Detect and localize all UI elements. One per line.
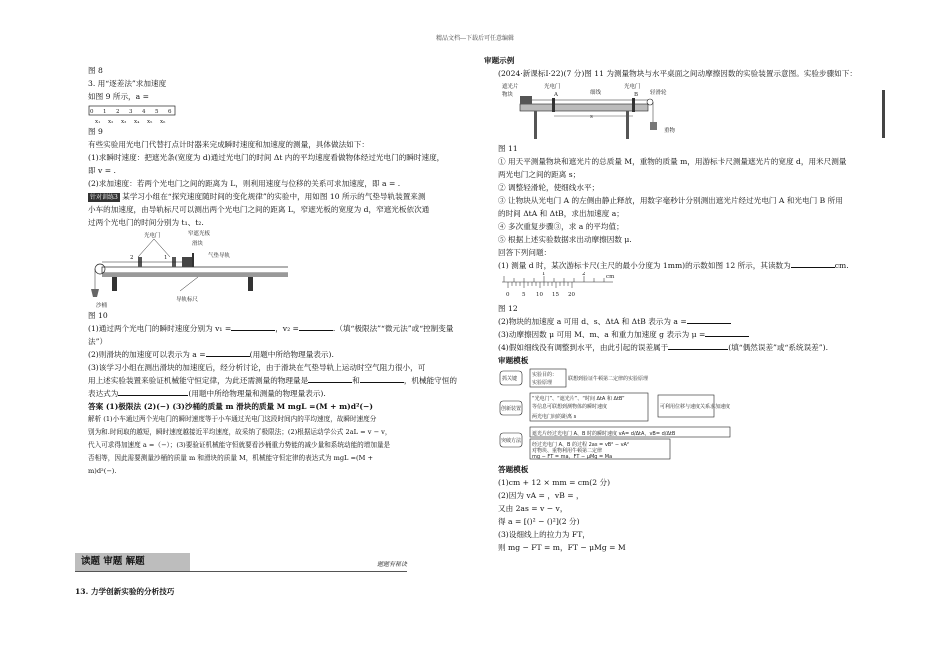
- analysis-line-3: 代入可求得加速度 a =（−）；(3)要验证机械能守恒就要看沙桶重力势能的减少量和系统动能的增加量是: [88, 441, 391, 449]
- section-13-heading: 13. 力学创新实验的分析技巧: [75, 587, 175, 596]
- fig10-label-1: 1: [164, 255, 168, 261]
- fig11-label-shade: 遮光片: [502, 84, 519, 90]
- fig10-label-shade: 窄遮光板: [188, 231, 211, 237]
- tape-num-0: 0: [90, 109, 94, 115]
- step-3-cont: 的时间 ΔtA 和 ΔtB，求出加速度 a；: [498, 209, 624, 218]
- q1-text-c: .（填“极限法”“微元法”或“控制变量: [332, 324, 454, 333]
- training-3-text: 某学习小组在“探究速度随时间的变化规律”的实验中，用如图 10 所示的气垫导轨装置来测: [122, 192, 426, 201]
- photogate-step-1: (1)求瞬时速度：把遮光条(宽度为 d)通过光电门的时间 Δt 内的平均速度看做物体经过光电门的瞬时速度，: [88, 153, 445, 162]
- ruler-top-cm: cm: [606, 274, 615, 280]
- analysis-line-5: m)d²(−).: [88, 467, 117, 475]
- figure-11-caption: 图 11: [498, 144, 518, 153]
- question-r3: [498, 328, 888, 341]
- question-r1: [498, 259, 888, 272]
- question-1-cont: 法”）: [88, 337, 108, 346]
- answer-template-title: 答题模板: [498, 465, 529, 474]
- question-3-line-3: [88, 387, 466, 400]
- tpl-t3b: 等信息可联想到测物体的瞬时速度: [532, 404, 608, 410]
- training-3-line-2: 小车的加速度，由导轨标尺可以测出两个光电门之间的距离 L，窄遮光板的宽度为 d，窄遮光板依次通: [88, 205, 430, 214]
- page-header: 精品文档---下载后可任意编辑: [435, 35, 515, 42]
- tpl-t7: 对物块、重物利用牛顿第二定律: [532, 448, 603, 454]
- training-3-line-3: 过两个光电门的时间分别为 t₁、t₂.: [88, 218, 204, 227]
- ruler-num-10: 10: [536, 292, 543, 298]
- r4-text: (4)假如细线没有调整到水平，由此引起的误差属于: [498, 343, 669, 352]
- figure-10-caption: 图 10: [88, 311, 108, 320]
- fig10-label-ruler: 导轨标尺: [176, 297, 199, 303]
- r1-text: (1) 测量 d 时，某次游标卡尺(主尺的最小分度为 1mm)的示数如图 12 所示，其读数为: [498, 261, 791, 270]
- figure-9-tape: [88, 103, 178, 125]
- ruler-num-0: 0: [506, 292, 510, 298]
- r1-unit: cm.: [834, 261, 849, 270]
- left-column: [88, 60, 466, 478]
- answer-blank-q3-1[interactable]: [308, 374, 352, 383]
- question-3: (3)该学习小组在测出滑块的加速度后，经分析讨论，由于滑块在气垫导轨上运动时空气阻力很小，可: [88, 363, 426, 372]
- tape-num-4: 4: [142, 109, 146, 115]
- analysis-template-diagram: [498, 367, 758, 463]
- tape-x5: x₅: [147, 119, 153, 125]
- analysis-line-2: 别为和.时间取的越短，瞬时速度越接近平均速度，故采纳了极限法；(2)根据运动学公式 2aL = v − v，: [88, 428, 392, 436]
- answer-step-3: 又由 2as = v − v，: [498, 504, 568, 513]
- tape-num-1: 1: [103, 109, 107, 115]
- figure-9-caption: 图 9: [88, 127, 103, 136]
- example-intro: (2024·新课标Ⅰ·22)(7 分)图 11 为测量物块与水平桌面之间动摩擦因数的实验装置示意图。实验步骤如下：: [498, 69, 857, 78]
- answer-step-6: 则 mg − FT = m，FT − μMg = M: [498, 543, 626, 552]
- answer-blank-q3-3[interactable]: [118, 387, 188, 396]
- fig11-label-b: B: [634, 92, 639, 98]
- fig11-label-string: 细线: [590, 90, 602, 96]
- fig11-label-block: 物块: [502, 92, 514, 98]
- q1-text-a: (1)通过两个光电门的瞬时速度分别为 v₁ =: [88, 324, 232, 333]
- tpl-t1b: 实验原理: [532, 380, 553, 386]
- photogate-step-2: (2)求加速度：若两个光电门之间的距离为 L，则利用速度与位移的关系可求加速度，即 a = .: [88, 179, 401, 188]
- ruler-num-5: 5: [522, 292, 526, 298]
- figure-9-intro: 如图 9 所示，a =: [88, 92, 149, 101]
- answer-blank-r3[interactable]: [705, 328, 749, 337]
- ruler-top-2: 2: [582, 272, 586, 277]
- example-title: 审题示例: [484, 56, 515, 65]
- step-1-cont: 两光电门之间的距离 s；: [498, 170, 581, 179]
- fig10-label-2: 2: [130, 255, 134, 261]
- tpl-t3: “光电门”、“遮光片”、“时间 ΔtA 和 ΔtB”: [532, 396, 625, 402]
- section-banner: [75, 553, 407, 572]
- step-5: ⑤ 根据上述实验数据求出动摩擦因数 μ.: [498, 235, 632, 244]
- tape-num-5: 5: [155, 109, 159, 115]
- answer-blank-r2[interactable]: [687, 315, 731, 324]
- training-tag: 针对训练3: [90, 194, 118, 201]
- fig10-label-bucket: 沙桶: [96, 303, 108, 309]
- fig11-label-a: A: [554, 92, 558, 98]
- tpl-t1: 实验目的：: [532, 372, 558, 378]
- question-r2: [498, 315, 888, 328]
- questions-prompt: 回答下列问题：: [498, 248, 552, 257]
- fig10-label-track: 气垫导轨: [208, 253, 231, 259]
- photogate-step-1b: 即 v = .: [88, 166, 116, 175]
- figure-10-air-track: [88, 229, 288, 309]
- tape-num-2: 2: [116, 109, 120, 115]
- question-2: [88, 348, 466, 361]
- figure-11-apparatus: [498, 80, 888, 142]
- q1-text-b: ，v₂ =: [275, 324, 299, 333]
- q3-text-e: 表达式为: [88, 389, 119, 398]
- right-column: [484, 56, 888, 554]
- q3-text-c: 和: [352, 376, 360, 385]
- figure-12-vernier: [498, 272, 618, 302]
- answer-line: 答案 (1)极限法 (2)(−) (3)沙桶的质量 m 滑块的质量 M mgL =(M + m)d²(−): [88, 402, 373, 411]
- fig11-label-gate-b: 光电门: [624, 84, 641, 90]
- r3-text: (3)动摩擦因数 μ 可用 M、m、a 和重力加速度 g 表示为 μ =: [498, 330, 706, 339]
- answer-step-1: (1)cm + 12 × mm = cm(2 分): [498, 478, 611, 487]
- banner-title: 读题 审题 解题: [81, 556, 145, 567]
- tpl-box-1: 抓关键: [502, 376, 518, 382]
- tpl-t2: 联想到验证牛顿第二定律的实验原理: [568, 376, 649, 382]
- fig11-label-gate-a: 光电门: [544, 84, 561, 90]
- fig11-label-weight: 重物: [664, 128, 676, 134]
- tape-num-3: 3: [129, 109, 133, 115]
- q2-text-b: (用题中所给物理量表示).: [249, 350, 334, 359]
- answer-blank-reading[interactable]: [791, 259, 835, 268]
- answer-blank-v1[interactable]: [231, 322, 275, 331]
- tpl-t8: mg − FT = ma，FT − μMg = Ma: [532, 454, 613, 460]
- question-1: [88, 322, 466, 335]
- answer-blank-r4[interactable]: [668, 341, 728, 350]
- template-title: 审题模板: [498, 356, 529, 365]
- banner-slogan: 题题有秘诀: [376, 561, 407, 568]
- tpl-box-2: 创新装置: [501, 406, 522, 412]
- question-3-line-2: [88, 374, 466, 387]
- step-2: ② 调整轻滑轮，使细线水平；: [498, 183, 600, 192]
- analysis-line-4: 否相等，因此需要测量沙桶的质量 m 和滑块的质量 M，机械能守恒定律的表达式为 mgL =(M +: [88, 454, 373, 462]
- ruler-top-1: 1: [542, 272, 546, 277]
- r4-text-b: (填“偶然误差”或“系统误差”).: [728, 343, 829, 352]
- tpl-t4: 可利用位移与速度关系求加速度: [660, 404, 731, 410]
- tpl-t6: 经过光电门 A、B 的过程 2as = vB² − vA²: [532, 442, 629, 448]
- figure-12-caption: 图 12: [498, 304, 518, 313]
- answer-blank-v2[interactable]: [299, 322, 333, 331]
- analysis-line-1: 解析 (1)小车通过两个光电门的瞬时速度等于小车通过光电门这段时间内的平均速度，故瞬时速度分: [88, 415, 377, 423]
- q2-text: (2)则滑块的加速度可以表示为 a =: [88, 350, 206, 359]
- answer-step-4: 得 a = [()² − ()²](2 分): [498, 517, 580, 526]
- answer-step-5: (3)设细线上的拉力为 FT，: [498, 530, 590, 539]
- ruler-num-15: 15: [552, 292, 559, 298]
- tape-x2: x₂: [108, 119, 114, 125]
- ruler-num-20: 20: [568, 292, 575, 298]
- q3-text-b: 用上述实验装置来验证机械能守恒定律，为此还需测量的物理量是: [88, 376, 309, 385]
- answer-step-2: (2)因为 vA = ，vB = ，: [498, 491, 584, 500]
- tpl-box-3: 突破方法: [501, 438, 522, 444]
- answer-blank-q3-2[interactable]: [360, 374, 404, 383]
- tape-num-6: 6: [168, 109, 172, 115]
- fig11-label-pulley: 轻滑轮: [650, 90, 667, 96]
- fig11-label-s: s: [590, 114, 593, 120]
- tape-x6: x₆: [160, 119, 166, 125]
- figure-8-caption: 图 8: [88, 66, 103, 75]
- q3-text-f: (用题中所给物理量和测量的物理量表示).: [188, 389, 326, 398]
- step-1: ① 用天平测量物块和遮光片的总质量 M，重物的质量 m，用游标卡尺测量遮光片的宽度 d，用米尺测量: [498, 157, 847, 166]
- r2-text: (2)物块的加速度 a 可用 d、s、ΔtA 和 ΔtB 表示为 a =: [498, 317, 687, 326]
- q3-text-d: ，机械能守恒的: [403, 376, 457, 385]
- tape-x3: x₃: [121, 119, 127, 125]
- tpl-t3c: 两光电门间的距离 s: [532, 414, 577, 420]
- tpl-t5: 遮光片经过光电门 A、B 时的瞬时速度 vA= d/ΔtA，vB= d/ΔtB: [532, 431, 676, 437]
- tape-x1: x₁: [95, 119, 101, 125]
- photogate-intro: 有些实验用光电门代替打点计时器来完成瞬时速度和加速度的测量，具体做法如下：: [88, 140, 369, 149]
- fig10-label-photogate: 光电门: [144, 233, 161, 239]
- step-3: ③ 让物块从光电门 A 的左侧由静止释放，用数字毫秒计分别测出遮光片经过光电门 A 和光电门 B 所用: [498, 196, 843, 205]
- step-4: ④ 多次重复步骤③，求 a 的平均值；: [498, 222, 624, 231]
- tape-x4: x₄: [134, 119, 140, 125]
- section-3-heading: 3. 用“逐差法”求加速度: [88, 79, 167, 88]
- answer-blank-a[interactable]: [206, 348, 250, 357]
- training-3-line-1: [88, 190, 466, 203]
- fig10-label-slider: 滑块: [192, 241, 204, 247]
- question-r4: [498, 341, 888, 354]
